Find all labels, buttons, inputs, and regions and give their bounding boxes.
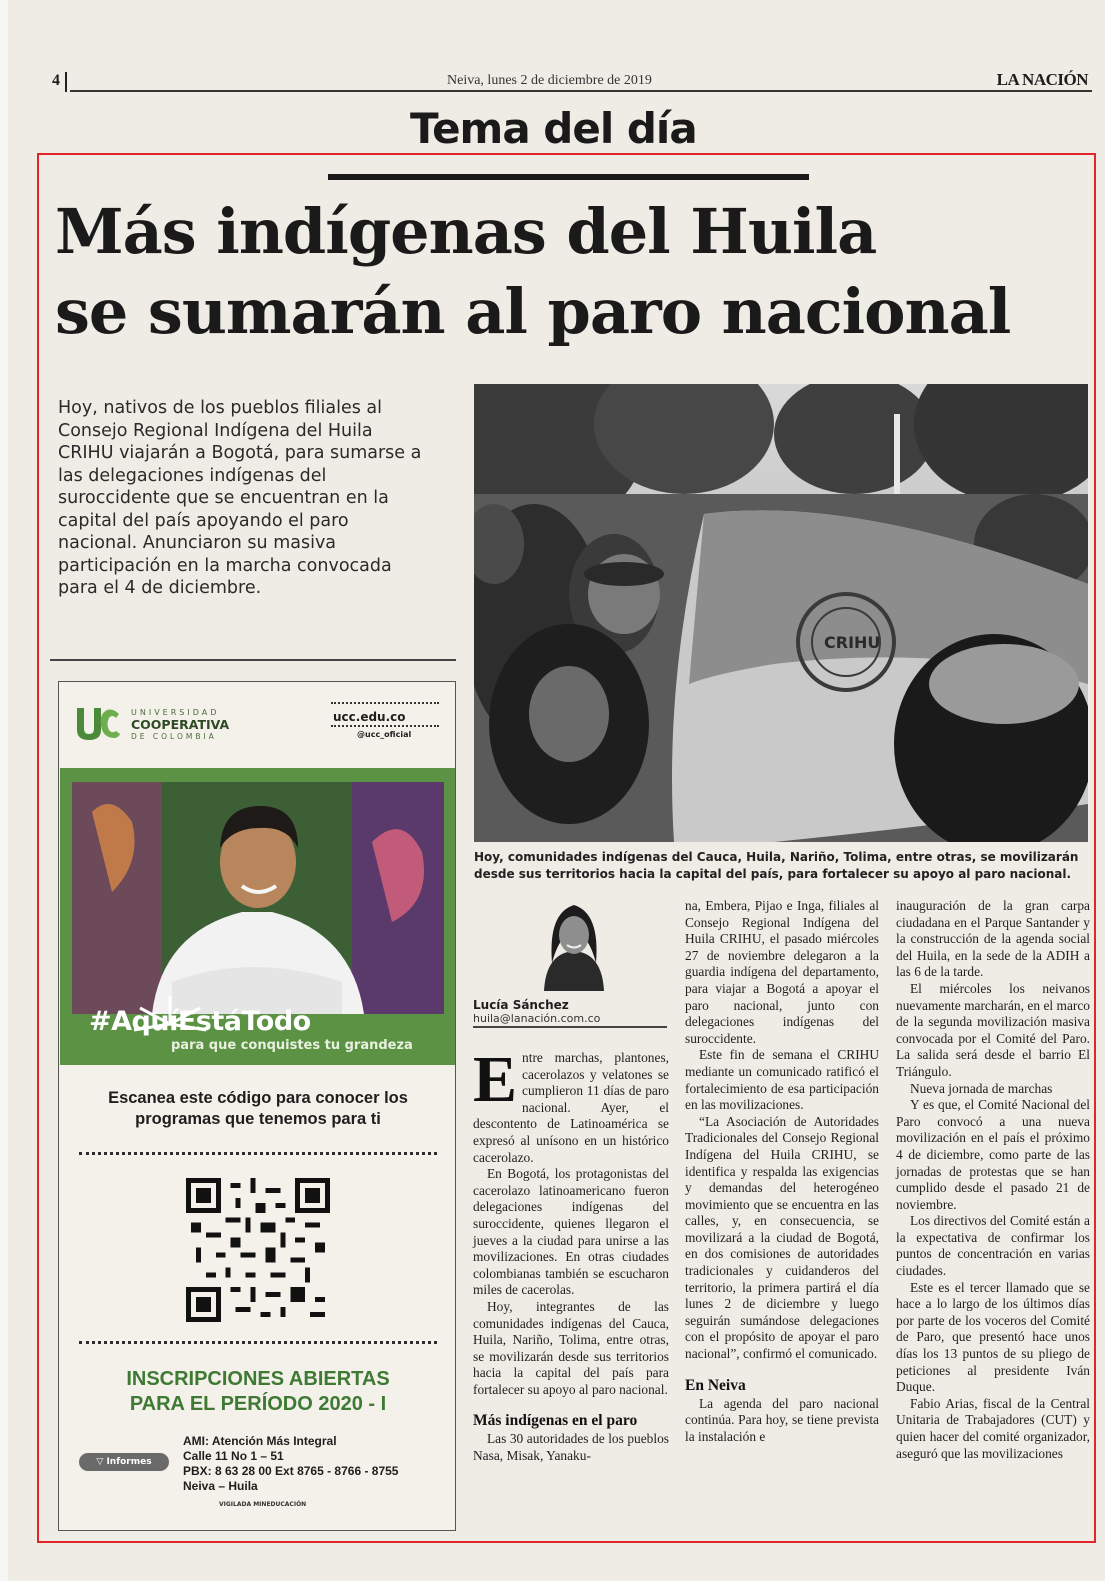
article-column-2 [685, 898, 879, 1445]
ucc-logo-icon [75, 704, 121, 744]
url-dots-bottom [331, 725, 439, 727]
university-label-bottom: DE COLOMBIA [131, 732, 217, 741]
photo-caption: Hoy, comunidades indígenas del Cauca, Huila, Nariño, Tolima, entre otras, se movilizarán desde sus territorios hacia la capital del país, para fortalecer su apoyo al paro nacional. [474, 850, 1079, 881]
paragraph: inauguración de la gran carpa ciudadana en el Parque Santander y la construcción de la agenda social del Huila, en la sede de la ADIH a las 6 de la tarde. [896, 898, 1090, 980]
info-button-label: Informes [106, 1457, 152, 1467]
contact-line-3: PBX: 8 63 28 00 Ext 8765 - 8766 - 8755 [183, 1464, 399, 1478]
vigilada-mineducacion: VIGILADA MINEDUCACIÓN [219, 1501, 307, 1508]
paragraph: Los directivos del Comité están a la expectativa de confirmar los puntos de concentración en varias ciudades. [896, 1213, 1090, 1279]
paragraph: Este fin de semana el CRIHU mediante un comunicado ratificó el fortalecimiento de esa participación en las movilizaciones. [685, 1047, 879, 1113]
newspaper-brand: LA NACIÓN [996, 70, 1088, 89]
ad-contact-info [183, 1434, 398, 1494]
url-dots-top [331, 702, 439, 704]
author-name: Lucía Sánchez [473, 998, 569, 1012]
section-title: Tema del día [410, 104, 697, 153]
ad-dots-divider-2 [79, 1341, 437, 1344]
social-handle: @ucc_oficial [357, 730, 412, 739]
lead-rule [50, 659, 456, 661]
page-number-divider [65, 72, 67, 92]
ad-hashtag: #AquíEstáTodo [89, 1006, 311, 1037]
paragraph [473, 1043, 669, 1166]
subheading: En Neiva [685, 1376, 746, 1394]
paragraph: Nueva jornada de marchas [910, 1080, 1053, 1096]
filter-icon: ▽ [96, 1457, 107, 1467]
article-headline [55, 192, 1085, 352]
flag-text: CRIHU [824, 633, 881, 652]
headline-line-2: se sumarán al paro nacional [55, 275, 1011, 348]
ad-scan-instructions: Escanea este código para conocer los programas que tenemos para ti [108, 1089, 408, 1128]
university-advertisement[interactable] [58, 681, 456, 1531]
article-column-3 [896, 898, 1090, 1462]
page-edge [0, 0, 8, 1581]
university-url[interactable]: ucc.edu.co [333, 710, 406, 724]
paragraph: Hoy, integrantes de las comunidades indígenas del Cauca, Huila, Nariño, Tolima, entre otras, se movilizarán desde sus territorios hacia la capital del país para fortalecer su apoyo al paro nacional. [473, 1298, 669, 1397]
subheading: Más indígenas en el paro [473, 1412, 638, 1430]
article-column-1 [473, 1043, 669, 1465]
dateline: Neiva, lunes 2 de diciembre de 2019 [447, 73, 652, 88]
student-photo-illustration [72, 782, 444, 1014]
paragraph: Y es que, el Comité Nacional del Paro convocó a una nueva movilización en el país el próximo 4 de diciembre, como parte de las jornadas de protestas que se han cumplido desde el pasado 21 de noviembre. [896, 1097, 1090, 1212]
protest-photo-illustration [474, 384, 1088, 842]
contact-line-2: Calle 11 No 1 – 51 [183, 1449, 284, 1463]
info-button[interactable] [79, 1453, 169, 1471]
page-number: 4 [52, 72, 60, 89]
header-rule [70, 90, 1092, 92]
ad-inscriptions-line-2: PARA EL PERÍODO 2020 - I [129, 1393, 387, 1415]
paragraph: Este es el tercer llamado que se hace a lo largo de los últimos días por parte de los voceros del Comité de Paro, que presentó hace unos días los 13 puntos de su pliego de peticiones al presidente Iván Duque. [896, 1279, 1090, 1395]
ad-banner-photo [72, 782, 444, 1014]
headline-line-1: Más indígenas del Huila [55, 195, 877, 268]
contact-line-4: Neiva – Huila [183, 1479, 258, 1493]
ad-inscriptions-line-1: INSCRIPCIONES ABIERTAS [126, 1368, 390, 1390]
paragraph: Las 30 autoridades de los pueblos Nasa, Misak, Yanaku- [473, 1431, 669, 1464]
dropcap: E [473, 1043, 518, 1116]
university-label-top: UNIVERSIDAD [131, 708, 220, 717]
paragraph: En Bogotá, los protagonistas del cacerolazo latinoamericano fueron delegaciones indígenas del suroccidente, quienes llegaron el jueves a la ciudad para unirse a las movilizaciones. En otras ciudades colombianas también se escucharon miles de cacerolas. [473, 1166, 669, 1298]
ad-hashtag-subtitle: para que conquistes tu grandeza [171, 1038, 413, 1053]
paragraph: Fabio Arias, fiscal de la Central Unitaria de Trabajadores (CUT) y quien hacer del comité organizador, aseguró que las movilizaciones [896, 1395, 1090, 1461]
author-email[interactable]: huila@lanación.com.co [473, 1012, 601, 1025]
page-header [52, 70, 1092, 94]
paragraph: La agenda del paro nacional continúa. Para hoy, se tiene prevista la instalación e [685, 1395, 879, 1444]
paragraph: El miércoles los neivanos nuevamente marcharán, en el marco de la segunda movilización masiva convocada por el Comité del Paro. La salida será desde el barrio El Triángulo. [896, 980, 1090, 1079]
ad-inscriptions [79, 1367, 437, 1417]
ad-dots-divider-1 [79, 1152, 437, 1155]
paragraph: na, Embera, Pijao e Inga, filiales al Consejo Regional Indígena del Huila CRIHU, el pasado miércoles 27 de noviembre delegaron a la guardia indígena del departamento, para viajar a Bogotá a apoyar el paro nacional, junto con delegaciones indígenas del suroccidente. [685, 898, 879, 1046]
byline-rule [473, 1026, 667, 1028]
article-lead: Hoy, nativos de los pueblos filiales al Consejo Regional Indígena del Huila CRIHU viajarán a Bogotá, para sumarse a las delegaciones indígenas del suroccidente que se encuentran en la capital del país apoyando el paro nacional. Anunciaron su masiva participación en la marcha convocada para el 4 de diciembre. [58, 398, 422, 598]
author-portrait [538, 893, 610, 991]
paragraph-text: ntre marchas, plantones, cacerolazos y velatones se cumplieron 11 días de paro nacional. Ayer, el descontento de Latinoamérica se expresó al unísono en un histórico cacerolazo. [473, 1050, 669, 1165]
university-label-main: COOPERATIVA [131, 717, 230, 732]
paragraph: “La Asociación de Autoridades Tradicionales del Consejo Regional Indígena del Huila CRIHU, se identifica y respalda las exigencias y demandas del heterogéneo movimiento que se encuentra en las calles, y, en consecuencia, se movilizará a la ciudad de Bogotá, en dos comisiones de autoridades tradicionales y cuidanderos del territorio, la primera partirá el día lunes 2 de diciembre y luego seguirán sumándose delegaciones con el propósito de apoyar el paro nacional”, confirmó el comunicado. [685, 1113, 879, 1362]
article-photo [474, 384, 1088, 842]
qr-code[interactable] [186, 1178, 330, 1322]
contact-line-1: AMI: Atención Más Integral [183, 1434, 337, 1448]
